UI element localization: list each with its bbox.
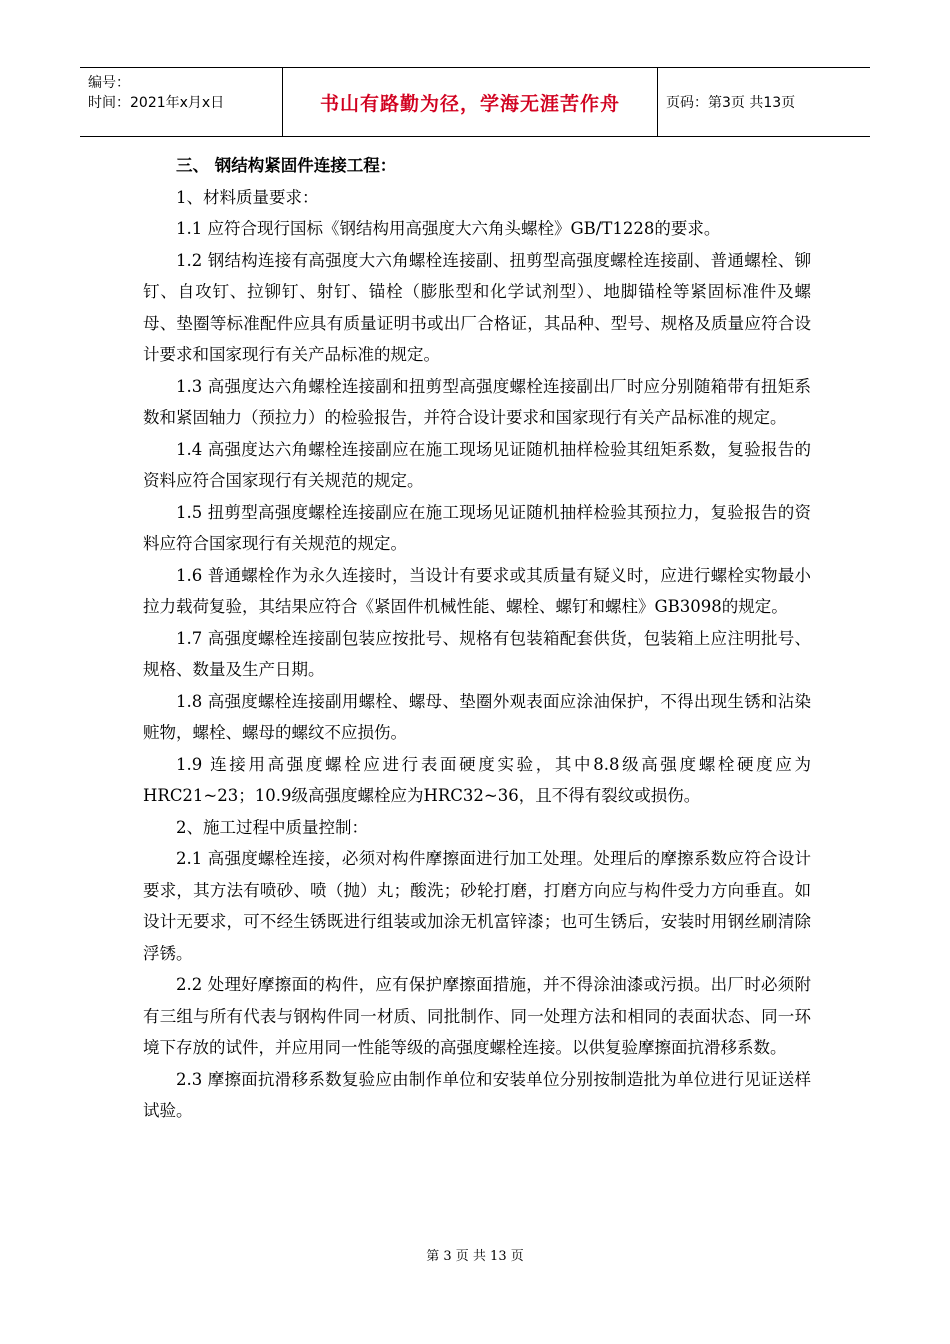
body-paragraph: 1.7 高强度螺栓连接副包装应按批号、规格有包装箱配套供货，包装箱上应注明批号、规格、数量及生产日期。 xyxy=(143,628,811,679)
page-footer: 第 3 页 共 13 页 xyxy=(426,1249,524,1264)
header-motto: 书山有路勤为径，学海无涯苦作舟 xyxy=(319,92,620,115)
body-paragraph: 2.1 高强度螺栓连接，必须对构件摩擦面进行加工处理。处理后的摩擦系数应符合设计要求，其方法有喷砂、喷（抛）丸；酸洗；砂轮打磨，打磨方向应与构件受力方向垂直。如设计无要求，可不经生锈既进行组装或加涂无机富锌漆；也可生锈后，安装时用钢丝刷清除浮锈。 xyxy=(143,849,811,963)
body-paragraph: 1.5 扭剪型高强度螺栓连接副应在施工现场见证随机抽样检验其预拉力，复验报告的资料应符合国家现行有关规范的规定。 xyxy=(143,502,811,553)
body-paragraph: 1.6 普通螺栓作为永久连接时，当设计有要求或其质量有疑义时，应进行螺栓实物最小拉力载荷复验，其结果应符合《紧固件机械性能、螺栓、螺钉和螺柱》GB3098的规定。 xyxy=(143,565,811,616)
body-paragraph: 1.9 连接用高强度螺栓应进行表面硬度实验，其中8.8级高强度螺栓硬度应为HRC21~23；10.9级高强度螺栓应为HRC32~36，且不得有裂纹或损伤。 xyxy=(143,754,811,805)
header-page-cell xyxy=(656,68,870,136)
body-paragraph: 1.8 高强度螺栓连接副用螺栓、螺母、垫圈外观表面应涂油保护，不得出现生锈和沾染赃物，螺栓、螺母的螺纹不应损伤。 xyxy=(143,691,811,742)
header-motto-cell xyxy=(282,68,658,136)
body-paragraph: 1.2 钢结构连接有高强度大六角螺栓连接副、扭剪型高强度螺栓连接副、普通螺栓、铆钉、自攻钉、拉铆钉、射钉、锚栓（膨胀型和化学试剂型）、地脚锚栓等紧固标准件及螺母、垫圈等标准配件应具有质量证明书或出厂合格证，其品种、型号、规格及质量应符合设计要求和国家现行有关产品标准的规定。 xyxy=(143,250,811,364)
header-page-info: 页码：第3页 共13页 xyxy=(666,95,796,111)
body-paragraph: 1.3 高强度达六角螺栓连接副和扭剪型高强度螺栓连接副出厂时应分别随箱带有扭矩系数和紧固轴力（预拉力）的检验报告，并符合设计要求和国家现行有关产品标准的规定。 xyxy=(143,376,811,427)
body-paragraph: 2.2 处理好摩擦面的构件，应有保护摩擦面措施，并不得涂油漆或污损。出厂时必须附有三组与所有代表与钢构件同一材质、同批制作、同一处理方法和相同的表面状态、同一环境下存放的试件，并应用同一性能等级的高强度螺栓连接。以供复验摩擦面抗滑移系数。 xyxy=(143,975,811,1057)
body-paragraph: 2.3 摩擦面抗滑移系数复验应由制作单位和安装单位分别按制造批为单位进行见证送样试验。 xyxy=(143,1069,811,1120)
body-paragraph: 2、施工过程中质量控制： xyxy=(176,817,368,837)
body-paragraph: 1、材料质量要求： xyxy=(176,187,319,207)
body-paragraph: 1.4 高强度达六角螺栓连接副应在施工现场见证随机抽样检验其纽矩系数，复验报告的资料应符合国家现行有关规范的规定。 xyxy=(143,439,811,490)
document-date: 时间：2021年x月x日 xyxy=(88,95,225,111)
page-header xyxy=(80,67,870,137)
header-info xyxy=(80,68,282,136)
document-body xyxy=(143,150,811,1127)
document-number-label: 编号： xyxy=(88,75,130,91)
section-heading: 三、 钢结构紧固件连接工程： xyxy=(176,156,397,175)
body-paragraph: 1.1 应符合现行国标《钢结构用高强度大六角头螺栓》GB/T1228的要求。 xyxy=(176,219,721,238)
